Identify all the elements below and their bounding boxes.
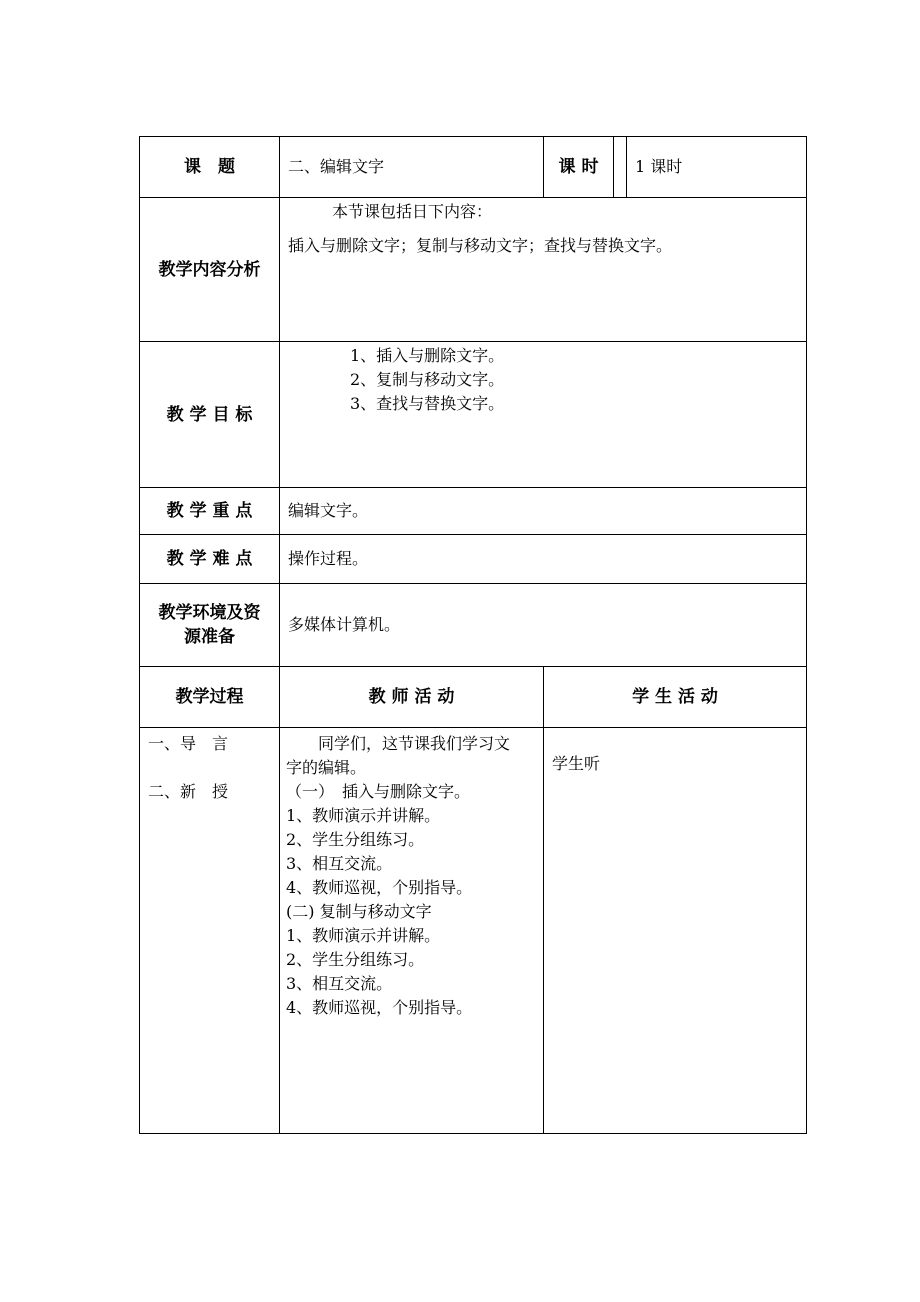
hours-spacer — [614, 137, 627, 198]
environment-label-line2: 源准备 — [184, 627, 235, 647]
process-table — [139, 666, 807, 1134]
key-point-row — [140, 488, 807, 535]
student-activity-text: 学生听 — [552, 754, 601, 773]
goal-item: 3、查找与替换文字。 — [350, 394, 505, 413]
hours-value: 1 课时 — [627, 137, 807, 198]
difficulty-row — [140, 535, 807, 584]
process-stages-cell — [140, 728, 280, 1134]
teacher-line: 1、教师演示并讲解。 — [286, 926, 441, 945]
teacher-line: (二) 复制与移动文字 — [286, 902, 432, 921]
process-body-row — [140, 728, 807, 1134]
teacher-line: 4、教师巡视，个别指导。 — [286, 878, 473, 897]
process-header: 教学过程 — [140, 667, 280, 728]
teacher-line: 同学们，这节课我们学习文 — [286, 734, 511, 753]
content-analysis-intro: 本节课包括日下内容： — [332, 202, 493, 221]
goal-item: 2、复制与移动文字。 — [350, 370, 505, 389]
environment-row — [140, 584, 807, 667]
stage-new-lesson: 二、新 授 — [148, 782, 229, 801]
topic-row — [140, 137, 807, 198]
teacher-line: 3、相互交流。 — [286, 854, 393, 873]
key-point-value: 编辑文字。 — [280, 488, 807, 535]
teacher-line: 字的编辑。 — [286, 758, 367, 777]
environment-value: 多媒体计算机。 — [280, 584, 807, 667]
student-activity-cell — [544, 728, 807, 1134]
difficulty-label: 教 学 难 点 — [140, 535, 280, 584]
goals-cell — [280, 342, 807, 488]
process-header-row — [140, 667, 807, 728]
content-analysis-cell — [280, 198, 807, 342]
goals-label: 教 学 目 标 — [140, 342, 280, 488]
topic-value: 二、编辑文字 — [280, 137, 544, 198]
teacher-activity-cell — [280, 728, 544, 1134]
content-analysis-row — [140, 198, 807, 342]
lesson-plan-table — [139, 136, 807, 667]
teacher-line: （一） 插入与删除文字。 — [286, 782, 471, 801]
goals-row — [140, 342, 807, 488]
teacher-line: 2、学生分组练习。 — [286, 950, 425, 969]
teacher-line: 3、相互交流。 — [286, 974, 393, 993]
lesson-plan-sheet — [139, 136, 806, 1134]
teacher-line: 2、学生分组练习。 — [286, 830, 425, 849]
environment-label — [140, 584, 280, 667]
teacher-activity-header: 教 师 活 动 — [280, 667, 544, 728]
difficulty-value: 操作过程。 — [280, 535, 807, 584]
topic-label: 课 题 — [140, 137, 280, 198]
content-analysis-label: 教学内容分析 — [140, 198, 280, 342]
goal-item: 1、插入与删除文字。 — [350, 346, 505, 365]
teacher-line: 1、教师演示并讲解。 — [286, 806, 441, 825]
content-analysis-detail: 插入与删除文字；复制与移动文字；查找与替换文字。 — [288, 236, 673, 255]
hours-label: 课 时 — [544, 137, 614, 198]
student-activity-header: 学 生 活 动 — [544, 667, 807, 728]
environment-label-line1: 教学环境及资 — [158, 603, 261, 623]
key-point-label: 教 学 重 点 — [140, 488, 280, 535]
stage-intro: 一、导 言 — [148, 734, 229, 753]
teacher-line: 4、教师巡视，个别指导。 — [286, 998, 473, 1017]
